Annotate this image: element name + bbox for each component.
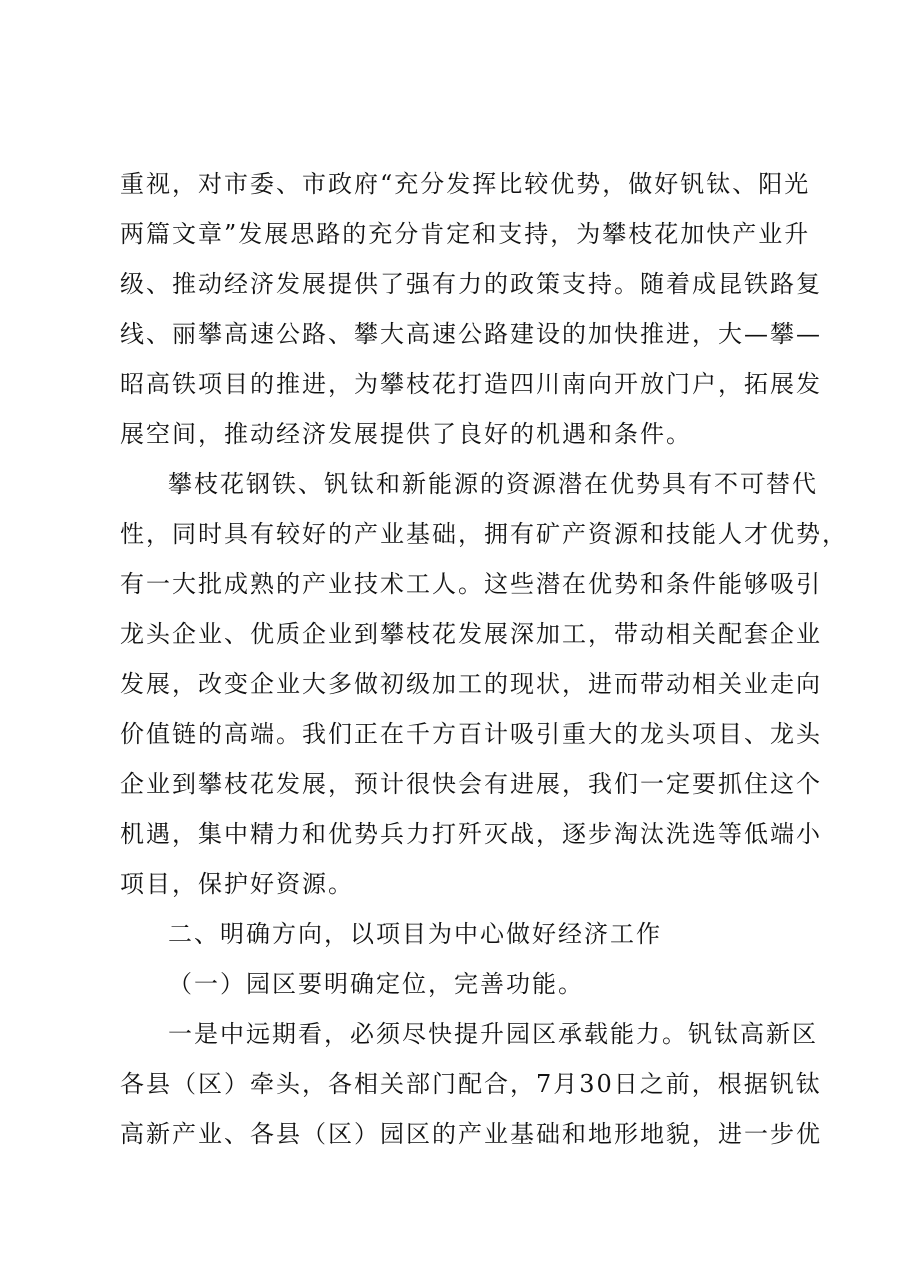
paragraph-first-line: 一是中远期看，必须尽快提升园区承载能力。钒钛高新区 xyxy=(168,1020,818,1048)
paragraph-first-line: 攀枝花钢铁、钒钛和新能源的资源潜在优势具有不可替代 xyxy=(168,470,818,498)
text-line: 企业到攀枝花发展，预计很快会有进展，我们一定要抓住这个 xyxy=(120,770,822,798)
text-line: 昭高铁项目的推进，为攀枝花打造四川南向开放门户，拓展发 xyxy=(120,370,822,398)
text-line: 线、丽攀高速公路、攀大高速公路建设的加快推进，大—攀— xyxy=(120,320,822,348)
text-line: 机遇，集中精力和优势兵力打歼灭战，逐步淘汰洗选等低端小 xyxy=(120,820,822,848)
section-heading: 二、明确方向，以项目为中心做好经济工作 xyxy=(168,920,662,948)
text-line: 重视，对市委、市政府“充分发挥比较优势，做好钒钛、阳光 xyxy=(120,170,811,198)
text-line: 各县（区）牵头，各相关部门配合，7月30日之前，根据钒钛 xyxy=(120,1070,822,1098)
text-line: 级、推动经济发展提供了强有力的政策支持。随着成昆铁路复 xyxy=(120,270,822,298)
text-line: 展空间，推动经济发展提供了良好的机遇和条件。 xyxy=(120,420,692,448)
text-line: 龙头企业、优质企业到攀枝花发展深加工，带动相关配套企业 xyxy=(120,620,822,648)
text-line: 发展，改变企业大多做初级加工的现状，进而带动相关业走向 xyxy=(120,670,822,698)
text-line: 性，同时具有较好的产业基础，拥有矿产资源和技能人才优势， xyxy=(120,520,848,548)
text-line: 价值链的高端。我们正在千方百计吸引重大的龙头项目、龙头 xyxy=(120,720,822,748)
text-line: 有一大批成熟的产业技术工人。这些潜在优势和条件能够吸引 xyxy=(120,570,822,598)
text-line: 两篇文章”发展思路的充分肯定和支持，为攀枝花加快产业升 xyxy=(120,220,811,248)
text-line: 高新产业、各县（区）园区的产业基础和地形地貌，进一步优 xyxy=(120,1120,822,1148)
text-line: 项目，保护好资源。 xyxy=(120,870,354,898)
subsection-heading: （一）园区要明确定位，完善功能。 xyxy=(168,970,584,998)
